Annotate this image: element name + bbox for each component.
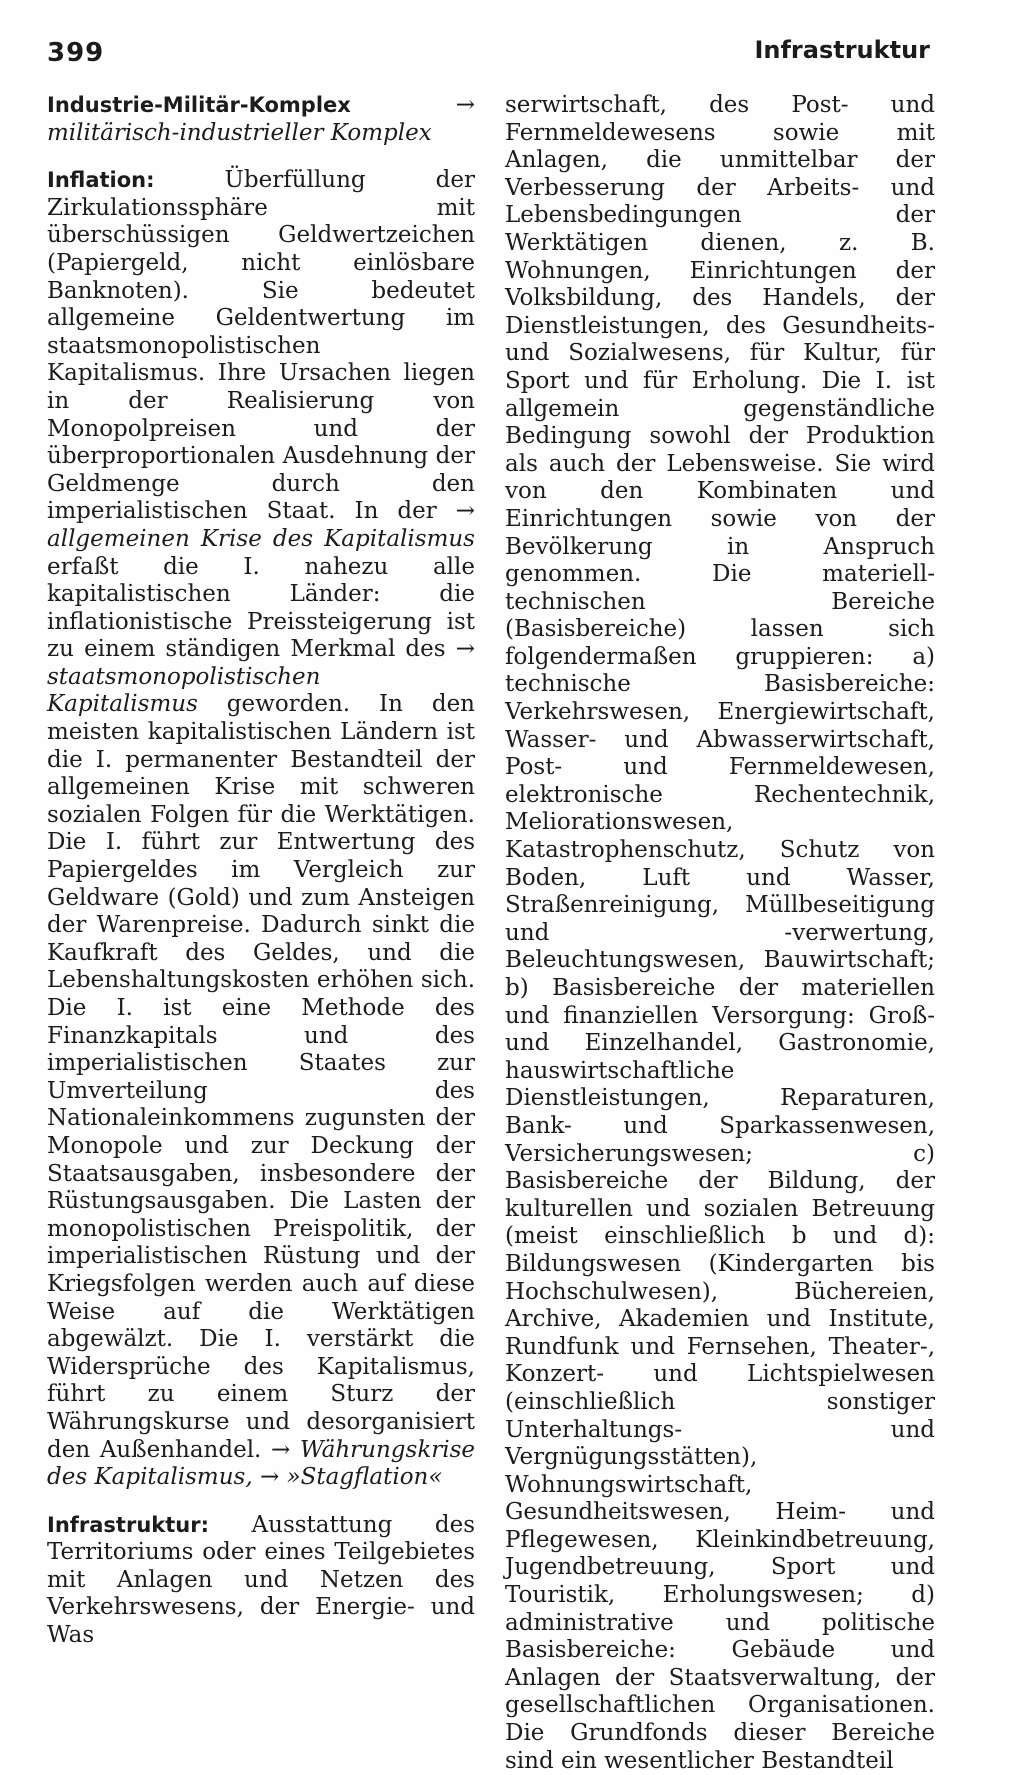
cross-reference[interactable]: staatsmonopolistischen Kapitalismus: [47, 663, 321, 718]
headword: Infrastruktur:: [47, 1512, 209, 1537]
right-column: [505, 92, 935, 1775]
cross-reference-arrow-icon: →: [259, 1464, 280, 1491]
entry-text: erfaßt die I. nahezu alle kapitalistischen Länder: die inflationistische Preissteigerung ist zu einem ständigen Merkmal des: [47, 553, 475, 663]
headword: Inflation:: [47, 168, 155, 193]
cross-reference-arrow-icon: →: [455, 636, 475, 663]
entry-inflation: [47, 167, 475, 1492]
page-number: 399: [47, 38, 105, 68]
cross-reference[interactable]: »Stagflation«: [286, 1464, 443, 1491]
entry-text: Ausstattung des Territoriums oder eines Teilgebietes mit Anlagen und Netzen des Verkehrswesens, der Energie- und Was: [47, 1511, 475, 1649]
running-head: Infrastruktur: [754, 36, 930, 64]
entry-text: geworden. In den meisten kapitalistischen Ländern ist die I. permanenter Bestandteil der allgemeinen Krise mit schweren sozialen Folgen für die Werktätigen. Die I. führt zur Entwertung des Papiergeldes im Vergleich zur Geldware (Gold) und zum Ansteigen der Warenpreise. Dadurch sinkt die Kaufkraft des Geldes, und die Lebenshaltungskosten erhöhen sich. Die I. ist eine Methode des Finanzkapitals und des imperialistischen Staates zur Umverteilung des Nationaleinkommens zugunsten der Monopole und zur Deckung der Staatsausgaben, insbesondere der Rüstungsausgaben. Die Lasten der monopolistischen Preispolitik, der imperialistischen Rüstung und der Kriegsfolgen werden auch auf diese Weise auf die Werktätigen abgewälzt. Die I. verstärkt die Widersprüche des Kapitalismus, führt zu einem Sturz der Währungskurse und desorganisiert den Außenhandel.: [47, 691, 475, 1463]
entry-text: Überfüllung der Zirkulationssphäre mit überschüssigen Geldwertzeichen (Papiergeld, nicht einlösbare Banknoten). Sie bedeutet allgemeine Geldentwertung im staatsmonopolistischen Kapitalismus. Ihre Ursachen liegen in der Realisierung von Monopolpreisen und der überproportionalen Ausdehnung der Geldmenge durch den imperialistischen Staat. In der: [47, 167, 475, 525]
entry-industrie-militaer-komplex: [47, 92, 475, 147]
cross-reference[interactable]: Währungskrise des Kapitalismus,: [47, 1436, 476, 1491]
cross-reference[interactable]: militärisch-industrieller Komplex: [47, 119, 432, 146]
headword: Industrie-Militär-Komplex: [47, 93, 351, 117]
left-column: [47, 92, 475, 1670]
entry-infrastruktur: [47, 1512, 475, 1650]
cross-reference-arrow-icon: →: [271, 1436, 291, 1463]
entry-text: serwirtschaft, des Post- und Fernmeldewesens sowie mit Anlagen, die unmittelbar der Verbesserung der Arbeits- und Lebensbedingungen der Werktätigen dienen, z. B. Wohnungen, Einrichtungen der Volksbildung, des Handels, der Dienstleistungen, des Gesundheits- und Sozialwesens, für Kultur, für Sport und für Erholung. Die I. ist allgemein gegenständliche Bedingung sowohl der Produktion als auch der Lebensweise. Sie wird von den Kombinaten und Einrichtungen sowie von der Bevölkerung in Anspruch genommen. Die materiell-technischen Bereiche (Basisbereiche) lassen sich folgendermaßen gruppieren: a) technische Basisbereiche: Verkehrswesen, Energiewirtschaft, Wasser- und Abwasserwirtschaft, Post- und Fernmeldewesen, elektronische Rechentechnik, Meliorationswesen, Katastrophenschutz, Schutz von Boden, Luft und Wasser, Straßenreinigung, Müllbeseitigung und -verwertung, Beleuchtungswesen, Bauwirtschaft; b) Basisbereiche der materiellen und finanziellen Versorgung: Groß- und Einzelhandel, Gastronomie, hauswirtschaftliche Dienstleistungen, Reparaturen, Bank- und Sparkassenwesen, Versicherungswesen; c) Basisbereiche der Bildung, der kulturellen und sozialen Betreuung (meist einschließlich b und d): Bildungswesen (Kindergarten bis Hochschulwesen), Büchereien, Archive, Akademien und Institute, Rundfunk und Fernsehen, Theater-, Konzert- und Lichtspielwesen (einschließlich sonstiger Unterhaltungs- und Vergnügungsstätten), Wohnungswirtschaft, Gesundheitswesen, Heim- und Pflegewesen, Kleinkindbetreuung, Jugendbetreuung, Sport und Touristik, Erholungswesen; d) administrative und politische Basisbereiche: Gebäude und Anlagen der Staatsverwaltung, der gesellschaftlichen Organisationen. Die Grundfonds dieser Bereiche sind ein wesentlicher Bestandteil: [505, 92, 935, 1774]
entry-infrastruktur-continued: [505, 92, 935, 1775]
cross-reference-arrow-icon: →: [455, 498, 475, 525]
cross-reference-arrow-icon: →: [455, 92, 475, 118]
cross-reference[interactable]: allgemeinen Krise des Kapitalismus: [47, 525, 475, 552]
